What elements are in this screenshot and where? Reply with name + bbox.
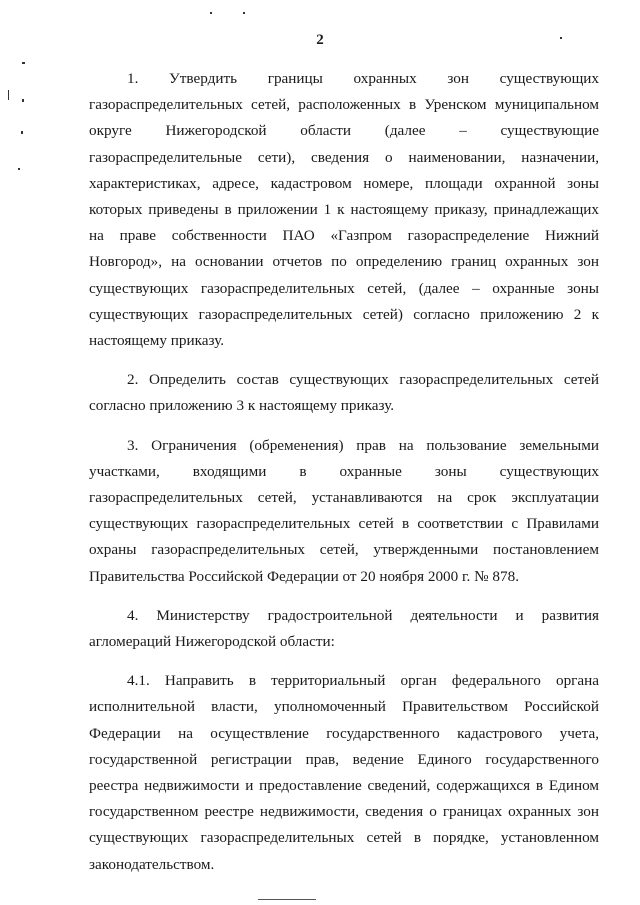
paragraph-1: 1. Утвердить границы охранных зон существующих газораспределительных сетей, расположенных в Уренском муниципальном округе Нижегородской области (далее – существующие газораспределительные сети), сведения о наименовании, назначении, характеристиках, адресе, кадастровом номере, площади охранной зоны которых приведены в приложении 1 к настоящему приказу, принадлежащих на праве собственности ПАО «Газпром газораспределение Нижний Новгород», на основании отчетов по определению границ охранных зон существующих газораспределительных сетей, (далее – охранные зоны существующих газораспределительных сетей) согласно приложению 2 к настоящему приказу. bbox=[89, 70, 599, 350]
paragraph-4: 4. Министерству градостроительной деятельности и развития агломераций Нижегородской области: bbox=[89, 606, 599, 651]
scan-mark bbox=[210, 12, 212, 14]
scan-mark bbox=[22, 62, 25, 64]
scan-mark bbox=[8, 90, 9, 100]
document-body bbox=[89, 66, 599, 878]
paragraph-2: 2. Определить состав существующих газораспределительных сетей согласно приложению 3 к настоящему приказу. bbox=[89, 371, 599, 415]
scan-mark bbox=[243, 12, 245, 14]
footer-rule bbox=[258, 899, 316, 900]
scan-mark bbox=[22, 99, 24, 102]
scan-mark bbox=[21, 131, 23, 134]
paragraph-3: 3. Ограничения (обременения) прав на пользование земельными участками, входящими в охранные зоны существующих газораспределительных сетей, устанавливаются на срок эксплуатации существующих газораспределительных сетей в соответствии с Правилами охраны газораспределительных сетей, утвержденными постановлением Правительства Российской Федерации от 20 ноября 2000 г. № 878. bbox=[89, 436, 599, 585]
page-number: 2 bbox=[316, 32, 324, 48]
paragraph-4-1: 4.1. Направить в территориальный орган федерального органа исполнительной власти, уполномоченный Правительством Российской Федерации на осуществление государственного кадастрового учета, государственной регистрации прав, ведение Единого государственного реестра недвижимости и предоставление сведений, содержащихся в Едином государственном реестре недвижимости, сведения о границах охранных зон существующих газораспределительных сетей в порядке, установленном законодательством. bbox=[89, 672, 599, 873]
scan-mark bbox=[18, 168, 20, 170]
